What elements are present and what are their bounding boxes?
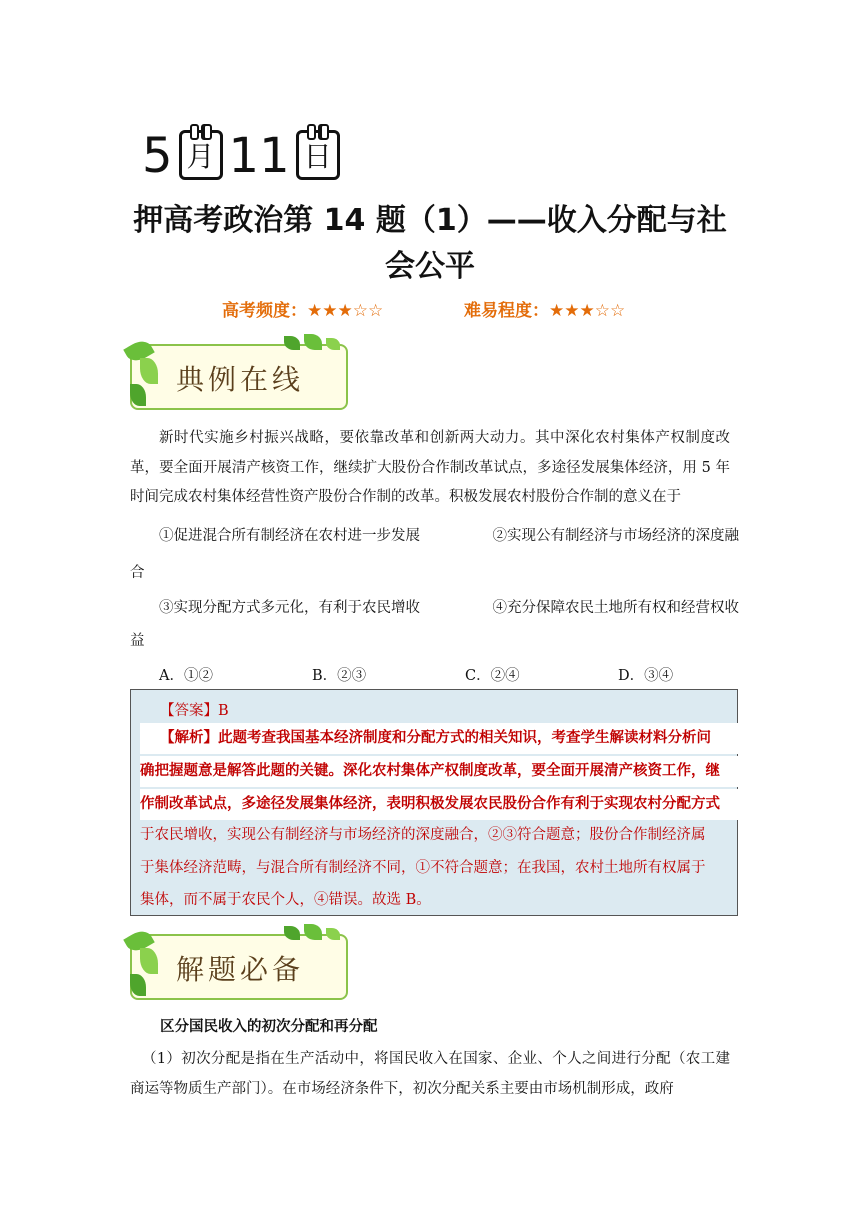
knowledge-paragraph-1: （1）初次分配是指在生产活动中，将国民收入在国家、企业、个人之间进行分配（农工建商运等物质生产部门）。在市场经济条件下，初次分配关系主要由市场机制形成，政府 xyxy=(130,1051,730,1097)
difficulty-level: 难易程度：★★★☆☆ xyxy=(464,301,626,321)
title-line-2: 会公平 xyxy=(385,249,475,284)
analysis-line-3: 作制改革试点，多途径发展集体经济，表明积极发展农民股份合作有利于实现农村分配方式 xyxy=(140,789,738,820)
date-header xyxy=(142,118,340,184)
calendar-icon-day xyxy=(296,130,340,180)
month-number: 5 xyxy=(142,128,173,184)
leaf-icon xyxy=(130,384,146,406)
leaf-icon xyxy=(140,358,158,384)
option-item-2-continued: 合 xyxy=(130,565,145,581)
month-char: 月 xyxy=(186,140,215,173)
title-line-1: 押高考政治第 14 题（1）——收入分配与社 xyxy=(133,203,727,238)
leaf-icon xyxy=(284,926,300,940)
choice-a: A．①② xyxy=(159,668,213,684)
leaf-icon xyxy=(130,974,146,996)
exam-frequency: 高考频度：★★★☆☆ xyxy=(222,301,384,321)
leaf-icon xyxy=(304,924,322,940)
section-banner-essentials xyxy=(130,934,348,1000)
options-row-2 xyxy=(159,596,739,617)
option-item-3: ③实现分配方式多元化，有利于农民增收 xyxy=(159,600,420,616)
analysis-line-4: 于农民增收，实现公有制经济与市场经济的深度融合，②③符合题意；股份合作制经济属 xyxy=(140,827,706,843)
question-stem: 新时代实施乡村振兴战略，要依靠改革和创新两大动力。其中深化农村集体产权制度改革，要全面开展清产核资工作，继续扩大股份合作制改革试点，多途径发展集体经济，用 5 年时间完成农村集体经营性资产股份合作制的改革。积极发展农村股份合作制的意义在于 xyxy=(130,430,730,505)
day-char: 日 xyxy=(303,140,332,173)
leaf-icon xyxy=(140,948,158,974)
option-item-4-continued: 益 xyxy=(130,633,145,649)
choice-c: C．②④ xyxy=(465,668,520,684)
section-banner-label: 解题必备 xyxy=(176,953,305,986)
analysis-line-5: 于集体经济范畴，与混合所有制经济不同，①不符合题意；在我国，农村土地所有权属于 xyxy=(140,860,706,876)
leaf-icon xyxy=(304,334,322,350)
page-title xyxy=(120,198,740,290)
choice-b: B．②③ xyxy=(312,668,367,684)
day-number: 11 xyxy=(228,128,290,184)
answer-choices xyxy=(159,664,719,685)
knowledge-heading: 区分国民收入的初次分配和再分配 xyxy=(160,1018,378,1035)
option-item-2: ②实现公有制经济与市场经济的深度融 xyxy=(492,528,739,544)
section-banner-example xyxy=(130,344,348,410)
choice-d: D．③④ xyxy=(618,668,674,684)
option-item-4: ④充分保障农民土地所有权和经营权收 xyxy=(492,600,739,616)
analysis-line-1: 【解析】此题考查我国基本经济制度和分配方式的相关知识，考查学生解读材料分析问 xyxy=(140,723,738,754)
option-item-1: ①促进混合所有制经济在农村进一步发展 xyxy=(159,528,420,544)
answer-label: 【答案】B xyxy=(160,703,229,719)
leaf-icon xyxy=(326,338,340,350)
calendar-icon-month xyxy=(179,130,223,180)
options-row-1 xyxy=(159,524,739,545)
section-banner-label: 典例在线 xyxy=(176,363,305,396)
analysis-line-6: 集体，而不属于农民个人，④错误。故选 B。 xyxy=(140,892,431,908)
leaf-icon xyxy=(326,928,340,940)
analysis-line-2: 确把握题意是解答此题的关键。深化农村集体产权制度改革，要全面开展清产核资工作，继 xyxy=(140,756,738,787)
leaf-icon xyxy=(284,336,300,350)
